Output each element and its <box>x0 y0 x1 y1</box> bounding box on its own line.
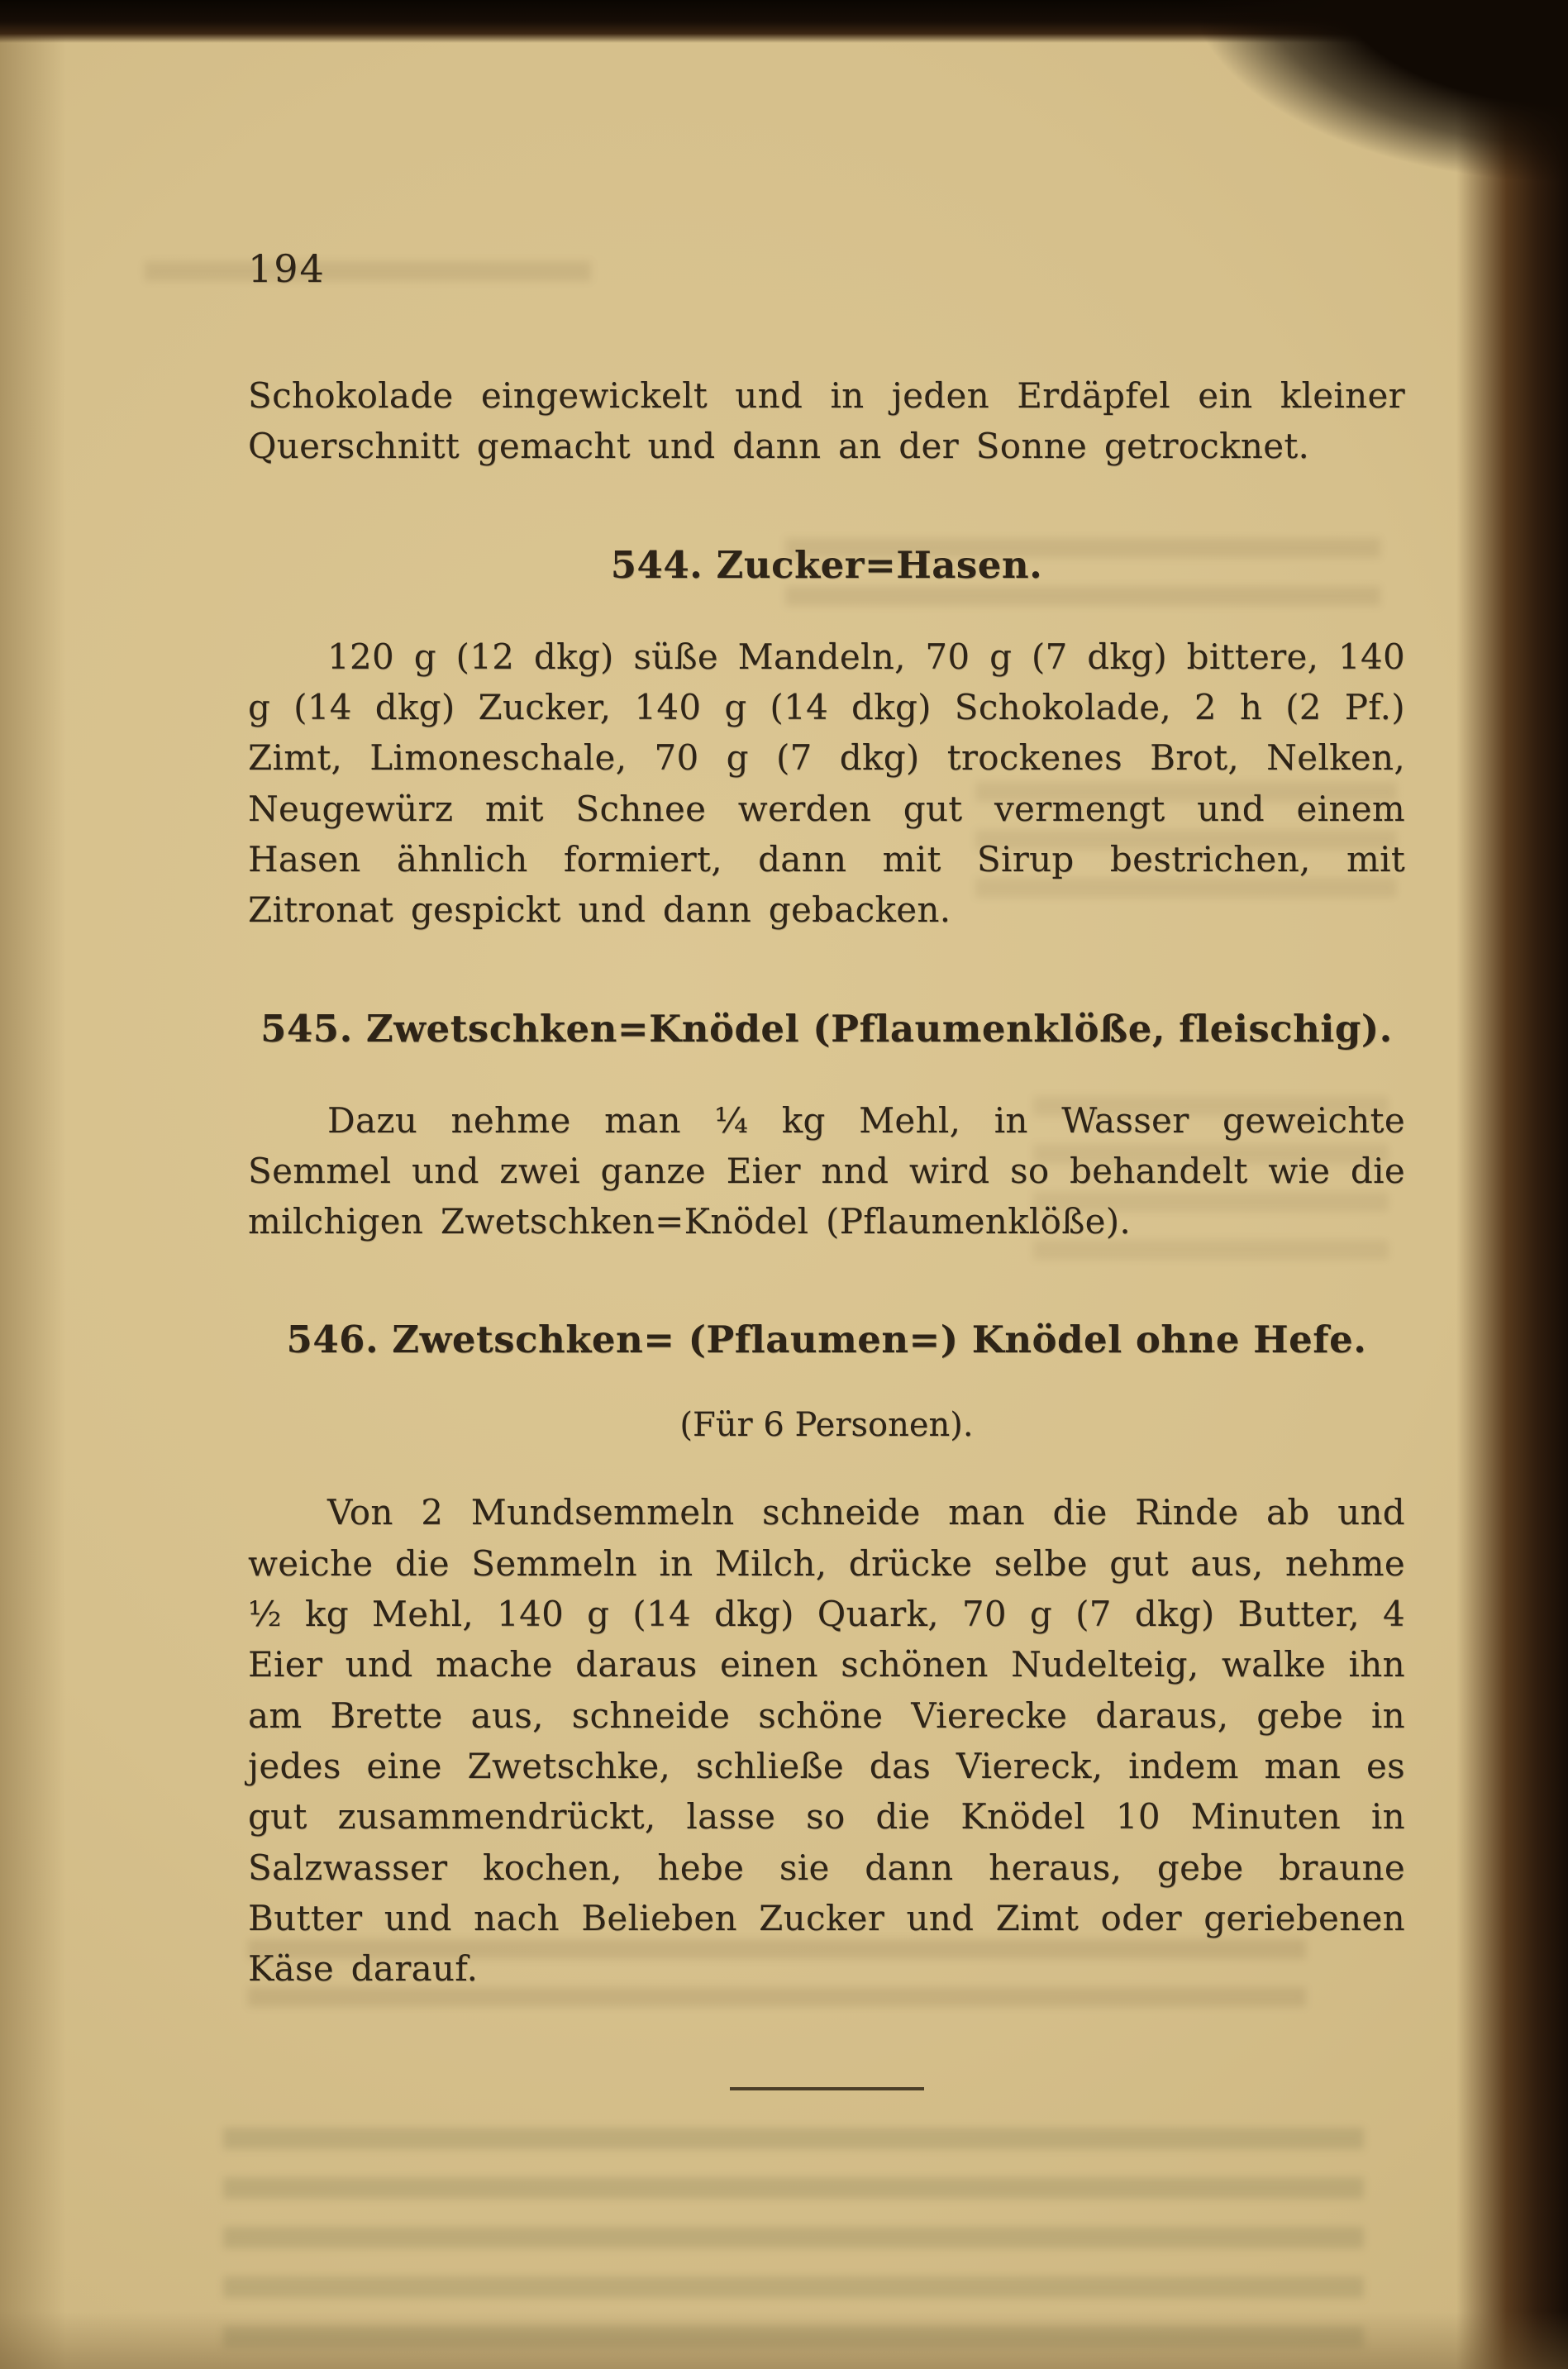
recipe-paragraph: Dazu nehme man ¼ kg Mehl, in Wasser geweichte Semmel und zwei ganze Eier nnd wird so behandelt wie die milchigen Zwetschken=Knödel (Pflaumenklöße). <box>248 1099 1405 1242</box>
recipe-heading: 546. Zwetschken= (Pflaumen=) Knödel ohne Hefe. <box>286 1318 1367 1362</box>
recipe-section-546 <box>248 1318 1405 1994</box>
recipe-paragraph: 120 g (12 dkg) süße Mandeln, 70 g (7 dkg) bittere, 140 g (14 dkg) Zucker, 140 g (14 dkg) Schokolade, 2 h (2 Pf.) Zimt, Limoneschale, 70 g (7 dkg) trockenes Brot, Nelken, Neugewürz mit Schnee werden gut vermengt und einem Hasen ähnlich formiert, dann mit Sirup bestrichen, mit Zitronat gespickt und dann gebacken. <box>248 636 1405 931</box>
recipe-heading: 545. Zwetschken=Knödel (Pflaumenklöße, fleischig). <box>260 1006 1393 1051</box>
recipe-section-545 <box>248 1007 1405 1247</box>
page-bottom-edge <box>0 2311 1568 2369</box>
recipe-serving-note: (Für 6 Personen). <box>679 1406 974 1445</box>
page-number: 194 <box>248 246 326 291</box>
page-left-edge <box>0 0 66 2369</box>
section-divider-rule <box>730 2087 924 2090</box>
recipe-paragraph: Von 2 Mundsemmeln schneide man die Rinde ab und weiche die Semmeln in Milch, drücke selbe gut aus, nehme ½ kg Mehl, 140 g (14 dkg) Quark, 70 g (7 dkg) Butter, 4 Eier und mache daraus einen schönen Nudelteig, walke ihn am Brette aus, schneide schöne Vierecke daraus, gebe in jedes eine Zwetschke, schließe das Viereck, indem man es gut zusammendrückt, lasse so die Knödel 10 Minuten in Salzwasser kochen, hebe sie dann heraus, gebe braune Butter und nach Belieben Zucker und Zimt oder geriebenen Käse darauf. <box>248 1492 1405 1990</box>
recipe-section-544 <box>248 543 1405 936</box>
book-right-edge <box>1456 0 1568 2369</box>
intro-paragraph: Schokolade eingewickelt und in jeden Erdäpfel ein kleiner Querschnitt gemacht und dann an der Sonne getrocknet. <box>248 375 1405 467</box>
recipe-heading: 544. Zucker=Hasen. <box>610 542 1043 587</box>
page-content <box>248 246 1405 2090</box>
binding-corner <box>1188 0 1568 182</box>
